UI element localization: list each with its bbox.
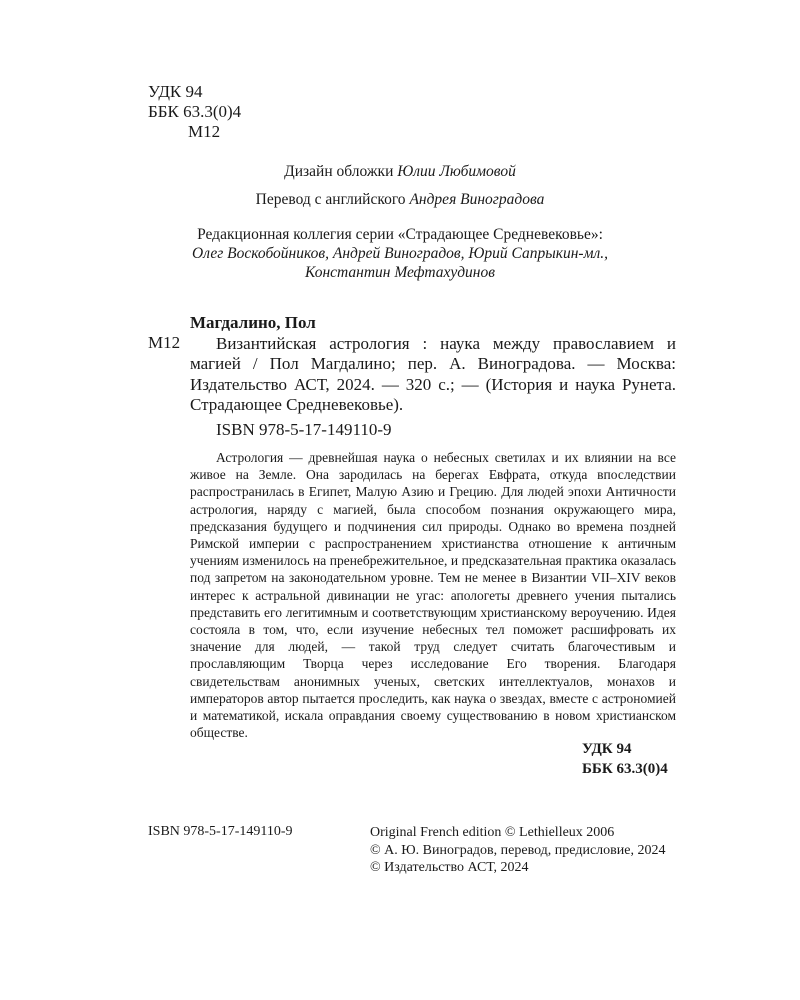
classification-codes-bottom [582, 739, 668, 779]
translation-credit-prefix: Перевод с английского [255, 191, 410, 208]
cover-designer-name: Юлии Любимовой [397, 163, 516, 180]
copyright-block [370, 824, 665, 877]
annotation-text: Астрология — древнейшая наука о небесных светилах и их влиянии на все живое на Земле. Она зародилась на берегах Евфрата, откуда впоследствии распространилась в Египет, Малую Азию и Грецию. Для людей эпохи Античности астрология, наряду с магией, была способом познания окружающего мира, предсказания будущего и подчинения сил природы. Однако во времена поздней Римской империи с распространением христианства отношение к античным учениям изменилось на пренебрежительное, и предсказательная практика оказалась под запретом на законодательном уровне. Тем не менее в Византии VII–XIV веков интерес к астральной дивинации не угас: апологеты древнего учения пытались представить его легитимным и соответствующим христианскому вероучению. Идея состояла в том, что, если изучение небесных тел поможет расшифровать их значение для людей, — такой труд следует считать благочестивым и прославляющим Творца через исследование Его творения. Благодаря свидетельствам анонимных ученых, светских интеллектуалов, монахов и императоров автор пытается проследить, как наука о звездах, вместе с астрономией и математикой, искала оправдания своему существованию в новом христианском обществе. [190, 450, 676, 741]
copyright-original: Original French edition © Lethielleux 2006 [370, 825, 615, 840]
bibliographic-record [190, 313, 676, 416]
editorial-board-names-2: Константин Мефтахудинов [305, 264, 495, 281]
record-isbn: ISBN 978-5-17-149110-9 [216, 420, 392, 439]
translation-credit [150, 190, 650, 209]
copyright-publisher: © Издательство АСТ, 2024 [370, 860, 529, 875]
udk-code: УДК 94 [148, 82, 203, 101]
record-sign: М12 [148, 333, 181, 352]
classification-codes-top [148, 82, 241, 142]
editorial-board [150, 225, 650, 282]
record-author: Магдалино, Пол [190, 313, 316, 332]
editorial-board-label: Редакционная коллегия серии «Страдающее Средневековье»: [197, 226, 603, 243]
copyright-translation: © А. Ю. Виноградов, перевод, предисловие, 2024 [370, 842, 666, 858]
author-sign: М12 [188, 122, 221, 141]
bbk-code: ББК 63.3(0)4 [148, 102, 242, 121]
bbk-code-bottom: ББК 63.3(0)4 [582, 761, 668, 777]
record-description: Византийская астрология : наука между православием и магией / Пол Магдалино; пер. А. Виноградова. — Москва: Издательство АСТ, 2024. — 320 с.; — (История и наука Рунета. Страдающее Средневековье). [190, 333, 676, 414]
cover-credit-prefix: Дизайн обложки [284, 163, 398, 180]
translator-name: Андрея Виноградова [409, 191, 545, 208]
cover-design-credit [150, 162, 650, 181]
editorial-board-names-1: Олег Воскобойников, Андрей Виноградов, Юрий Сапрыкин-мл., [192, 245, 608, 262]
udk-code-bottom: УДК 94 [582, 741, 632, 757]
isbn-bottom: ISBN 978-5-17-149110-9 [148, 824, 293, 839]
